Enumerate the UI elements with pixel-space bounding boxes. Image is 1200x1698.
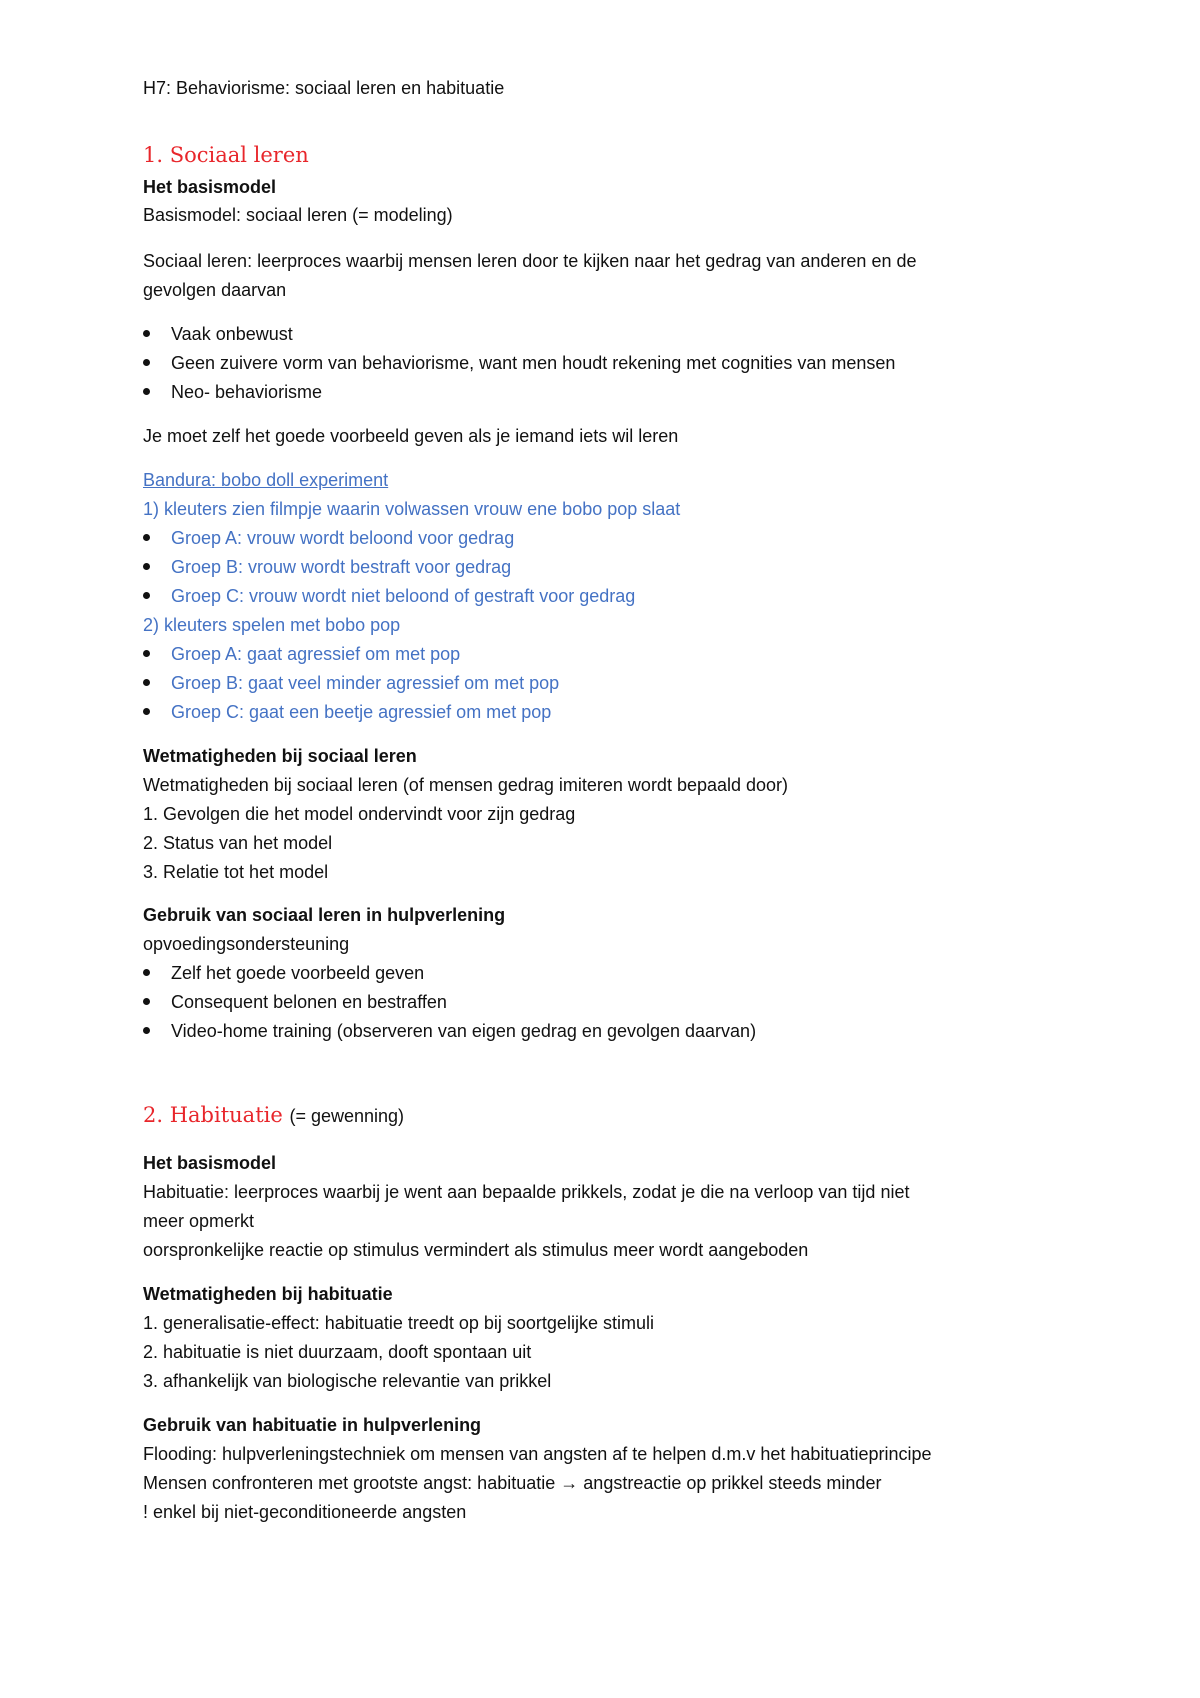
- definition-line: Habituatie: leerproces waarbij je went aan bepaalde prikkels, zodat je die na verloop van tijd niet: [143, 1182, 910, 1202]
- document-page: H7: Behaviorisme: sociaal leren en habituatie 1. Sociaal leren Het basismodel Basismodel: sociaal leren (= modeling) Sociaal leren: leerproces waarbij mensen leren door te kijken naar het gedrag van anderen en de gevolgen daarvan Vaak onbewust Geen zuivere vorm van behaviorisme, want men houdt rekening met cognities van mensen Neo- behaviorisme Je moet zelf het goede voorbeeld geven als je iemand iets wil leren Bandura: bobo doll experiment 1) kleuters zien filmpje waarin volwassen vrouw ene bobo pop slaat Groep A: vrouw wordt beloond voor gedrag Groep B: vrouw wordt bestraft voor gedrag Groep C: vrouw wordt niet beloond of gestraft voor gedrag 2) kleuters spelen met bobo pop Groep A: gaat agressief om met pop Groep B: gaat veel minder agressief om met pop Groep C: gaat een beetje agressief om met pop Wetmatigheden bij sociaal leren Wetmatigheden bij sociaal leren (of mensen gedrag imiteren wordt bepaald door) 1. Gevolgen die het model ondervindt voor zijn gedrag 2. Status van het model 3. Relatie tot het model Gebruik van sociaal leren in hulpverlening opvoedingsondersteuning Zelf het goede voorbeeld geven Consequent belonen en bestraffen Video-home training (observeren van eigen gedrag en gevolgen daarvan) 2. Habituatie (= gewenning) Het basismodel Habituatie: leerproces waarbij je went aan bepaalde prikkels, zodat je die na verloop van tijd niet meer opmerkt oorspronkelijke reactie op stimulus vermindert als stimulus meer wordt aangeboden Wetmatigheden bij habituatie 1. generalisatie-effect: habituatie treedt op bij soortgelijke stimuli 2. habituatie is niet duurzaam, dooft spontaan uit 3. afhankelijk van biologische relevantie van prikkel Gebruik van habituatie in hulpverlening Flooding: hulpverleningstechniek om mensen van angsten af te helpen d.m.v het habituatieprincipe Mensen confronteren met grootste angst: habituatie → angstreactie op prikkel steeds minder ! enkel bij niet-geconditioneerde angsten: [143, 78, 932, 1522]
- subheading-basismodel: Het basismodel: [143, 177, 277, 197]
- numbered-item: 3. afhankelijk van biologische relevantie van prikkel: [143, 1371, 552, 1391]
- basismodel-line: Basismodel: sociaal leren (= modeling): [143, 205, 453, 225]
- definition-line-continued: meer opmerkt: [143, 1211, 255, 1231]
- wetmatigheden-intro: Wetmatigheden bij sociaal leren (of mensen gedrag imiteren wordt bepaald door): [143, 775, 789, 795]
- numbered-item: 1. Gevolgen die het model ondervindt voor zijn gedrag: [143, 804, 576, 824]
- numbered-item: 2. Status van het model: [143, 833, 333, 853]
- confront-line: Mensen confronteren met grootste angst: habituatie → angstreactie op prikkel steeds minder: [143, 1473, 882, 1493]
- experiment-step-1: 1) kleuters zien filmpje waarin volwassen vrouw ene bobo pop slaat: [143, 499, 681, 519]
- bullet-icon: [143, 388, 150, 395]
- arrow-right-icon: →: [560, 1473, 579, 1493]
- bullet-icon: [143, 592, 150, 599]
- experiment-step-2: 2) kleuters spelen met bobo pop: [143, 615, 401, 635]
- subheading-gebruik: Gebruik van habituatie in hulpverlening: [143, 1415, 482, 1435]
- subheading-gebruik: Gebruik van sociaal leren in hulpverlening: [143, 905, 506, 925]
- subheading-wetmatigheden: Wetmatigheden bij sociaal leren: [143, 746, 417, 766]
- bullet-icon: [143, 679, 150, 686]
- bullet-icon: [143, 359, 150, 366]
- bandura-experiment-link[interactable]: Bandura: bobo doll experiment: [143, 470, 389, 490]
- bullet-icon: [143, 1027, 150, 1034]
- numbered-item: 1. generalisatie-effect: habituatie treedt op bij soortgelijke stimuli: [143, 1313, 654, 1333]
- note-line: ! enkel bij niet-geconditioneerde angsten: [143, 1502, 467, 1522]
- document-title: H7: Behaviorisme: sociaal leren en habituatie: [143, 78, 505, 98]
- section-heading-habituatie: 2. Habituatie (= gewenning): [143, 1103, 405, 1127]
- bullet-icon: [143, 534, 150, 541]
- definition-line-continued: gevolgen daarvan: [143, 280, 287, 300]
- flooding-line: Flooding: hulpverleningstechniek om mensen van angsten af te helpen d.m.v het habituatieprincipe: [143, 1444, 932, 1464]
- section-heading-suffix: (= gewenning): [289, 1106, 405, 1126]
- bullet-icon: [143, 708, 150, 715]
- gebruik-intro: opvoedingsondersteuning: [143, 934, 350, 954]
- bullet-icon: [143, 998, 150, 1005]
- subheading-basismodel: Het basismodel: [143, 1153, 277, 1173]
- bullet-icon: [143, 969, 150, 976]
- bullet-icon: [143, 330, 150, 337]
- subheading-wetmatigheden: Wetmatigheden bij habituatie: [143, 1284, 393, 1304]
- definition-line: oorspronkelijke reactie op stimulus vermindert als stimulus meer wordt aangeboden: [143, 1240, 809, 1260]
- definition-line: Sociaal leren: leerproces waarbij mensen leren door te kijken naar het gedrag van anderen en de: [143, 251, 917, 271]
- bullet-icon: [143, 563, 150, 570]
- numbered-item: 2. habituatie is niet duurzaam, dooft spontaan uit: [143, 1342, 532, 1362]
- example-line: Je moet zelf het goede voorbeeld geven als je iemand iets wil leren: [143, 426, 679, 446]
- numbered-item: 3. Relatie tot het model: [143, 862, 329, 882]
- section-heading-sociaal-leren: 1. Sociaal leren: [143, 143, 309, 167]
- bullet-icon: [143, 650, 150, 657]
